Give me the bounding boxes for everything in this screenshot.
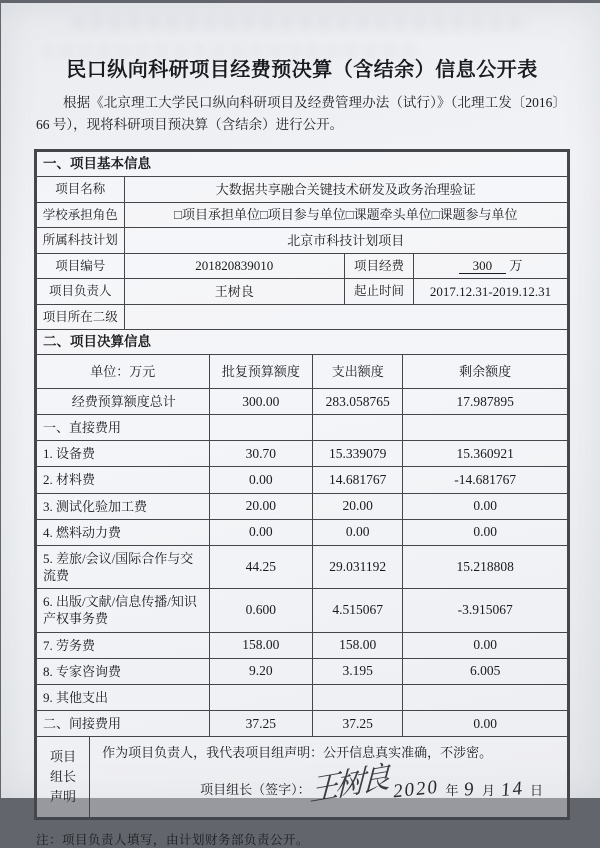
spent-value	[313, 684, 403, 710]
date-month: 9	[463, 778, 478, 801]
budget-value: 9.20	[209, 658, 313, 684]
school-role-options: □项目承担单位□项目参与单位□课题牵头单位□课题参与单位	[124, 202, 567, 228]
page-bleedthrough-top	[71, 15, 530, 31]
funds-amount: 300	[459, 258, 507, 274]
remain-value: 0.00	[403, 519, 568, 545]
spent-value: 15.339079	[313, 441, 403, 467]
remain-value	[403, 415, 568, 441]
leader-label: 项目负责人	[37, 279, 125, 305]
basic-info-table	[36, 151, 568, 330]
date-day: 14	[499, 777, 526, 802]
section2-title: 二、项目决算信息	[37, 330, 568, 355]
budget-row-publication	[37, 589, 568, 632]
budget-column-header-row	[37, 354, 568, 388]
budget-row-label: 一、直接费用	[37, 415, 210, 441]
declaration-left-line: 声明	[50, 788, 77, 804]
spent-value: 283.058765	[313, 388, 403, 414]
declaration-content	[90, 737, 568, 818]
budget-row-testing	[37, 493, 568, 519]
section1-header-row	[37, 152, 568, 177]
form-table	[34, 149, 570, 819]
period-label: 起止时间	[344, 279, 413, 305]
budget-row-label: 8. 专家咨询费	[37, 658, 210, 684]
spent-value: 4.515067	[313, 589, 403, 632]
date-year: 2020	[392, 776, 441, 803]
declaration-left-line: 项目	[50, 748, 77, 764]
footer-note: 注：项目负责人填写，由计划财务部负责公开。	[36, 832, 310, 847]
budget-table	[36, 329, 568, 737]
project-number-label: 项目编号	[37, 253, 125, 279]
budget-row-label: 3. 测试化验加工费	[37, 493, 210, 519]
budget-row-label: 7. 劳务费	[37, 632, 210, 658]
date-day-unit: 日	[529, 783, 543, 799]
school-role-label: 学校承担角色	[37, 202, 125, 228]
spent-value: 20.00	[313, 493, 403, 519]
leader-period-row	[37, 279, 568, 305]
declaration-table	[36, 736, 568, 818]
document-page	[1, 3, 600, 847]
budget-row-labor	[37, 632, 568, 658]
budget-row-fuel	[37, 519, 568, 545]
page-title: 民口纵向科研项目经费预决算（含结余）信息公开表	[66, 59, 538, 81]
budget-row-label: 4. 燃料动力费	[37, 519, 210, 545]
budget-row-label: 2. 材料费	[37, 467, 210, 493]
budget-value: 30.70	[209, 441, 313, 467]
project-name-row	[37, 177, 568, 203]
secondary-unit-label: 项目所在二级	[37, 304, 125, 330]
remain-value: 6.005	[403, 658, 568, 684]
plan-label: 所属科技计划	[37, 228, 125, 254]
signature-handwriting: 王树良	[308, 760, 387, 808]
budget-value: 300.00	[209, 388, 313, 414]
remain-value: 0.00	[403, 711, 568, 737]
spent-value: 0.00	[313, 519, 403, 545]
budget-row-label: 6. 出版/文献/信息传播/知识产权事务费	[37, 589, 210, 632]
budget-row-consulting	[37, 658, 568, 684]
intro-paragraph: 根据《北京理工大学民口纵向科研项目及经费管理办法（试行）》（北理工发〔2016〕66 号），现将科研项目预决算（含结余）进行公开。	[36, 95, 566, 132]
budget-row-materials	[37, 467, 568, 493]
remain-value: 15.218808	[403, 545, 568, 588]
sign-label: 项目组长（签字）：	[200, 782, 311, 798]
budget-value: 37.25	[209, 711, 313, 737]
budget-value: 0.00	[209, 467, 313, 493]
budget-row-label: 9. 其他支出	[37, 684, 210, 710]
remain-value: 0.00	[403, 632, 568, 658]
number-funds-row	[37, 253, 568, 279]
funds-value-cell	[413, 253, 567, 279]
declaration-left-line: 组长	[50, 768, 77, 784]
col-remaining: 剩余额度	[403, 354, 568, 388]
secondary-unit-row	[37, 304, 568, 330]
budget-value: 20.00	[209, 493, 313, 519]
budget-row-label: 1. 设备费	[37, 441, 210, 467]
section1-title: 一、项目基本信息	[37, 152, 568, 177]
budget-value	[209, 684, 313, 710]
date-month-unit: 月	[481, 783, 495, 799]
signature-date	[393, 777, 543, 802]
plan-value: 北京市科技计划项目	[124, 228, 567, 254]
date-year-unit: 年	[445, 783, 459, 799]
budget-row-total	[37, 388, 568, 414]
spent-value: 3.195	[313, 658, 403, 684]
budget-value: 0.600	[209, 589, 313, 632]
budget-row-label: 经费预算额度总计	[37, 388, 210, 414]
budget-value: 158.00	[209, 632, 313, 658]
col-spent: 支出额度	[313, 354, 403, 388]
budget-value: 0.00	[209, 519, 313, 545]
budget-row-label: 二、间接费用	[37, 711, 210, 737]
spent-value: 37.25	[313, 711, 403, 737]
remain-value: 15.360921	[403, 441, 568, 467]
plan-row	[37, 228, 568, 254]
period-value: 2017.12.31-2019.12.31	[413, 279, 567, 305]
project-number-value: 201820839010	[124, 253, 344, 279]
budget-value: 44.25	[209, 545, 313, 588]
document-content	[34, 53, 570, 848]
funds-label: 项目经费	[344, 253, 413, 279]
remain-value: -3.915067	[403, 589, 568, 632]
declaration-left-label	[37, 737, 90, 818]
remain-value: -14.681767	[403, 467, 568, 493]
leader-value: 王树良	[124, 279, 344, 305]
secondary-unit-value	[124, 304, 567, 330]
declaration-row	[37, 737, 568, 818]
budget-row-other	[37, 684, 568, 710]
budget-value	[209, 415, 313, 441]
spent-value: 29.031192	[313, 545, 403, 588]
col-unit: 单位：万元	[37, 354, 210, 388]
remain-value	[403, 684, 568, 710]
remain-value: 17.987895	[403, 388, 568, 414]
budget-row-travel	[37, 545, 568, 588]
budget-row-equipment	[37, 441, 568, 467]
section2-header-row	[37, 330, 568, 355]
spent-value	[313, 415, 403, 441]
budget-row-indirect	[37, 711, 568, 737]
signature-row	[102, 760, 557, 813]
project-name-value: 大数据共享融合关键技术研发及政务治理验证	[124, 177, 567, 203]
budget-row-direct	[37, 415, 568, 441]
declaration-statement: 作为项目负责人，我代表项目组声明：公开信息真实准确，不涉密。	[102, 745, 493, 761]
col-approved: 批复预算额度	[209, 354, 313, 388]
remain-value: 0.00	[403, 493, 568, 519]
spent-value: 158.00	[313, 632, 403, 658]
spent-value: 14.681767	[313, 467, 403, 493]
budget-row-label: 5. 差旅/会议/国际合作与交流费	[37, 545, 210, 588]
school-role-row	[37, 202, 568, 228]
project-name-label: 项目名称	[37, 177, 125, 203]
funds-unit: 万	[509, 258, 523, 274]
